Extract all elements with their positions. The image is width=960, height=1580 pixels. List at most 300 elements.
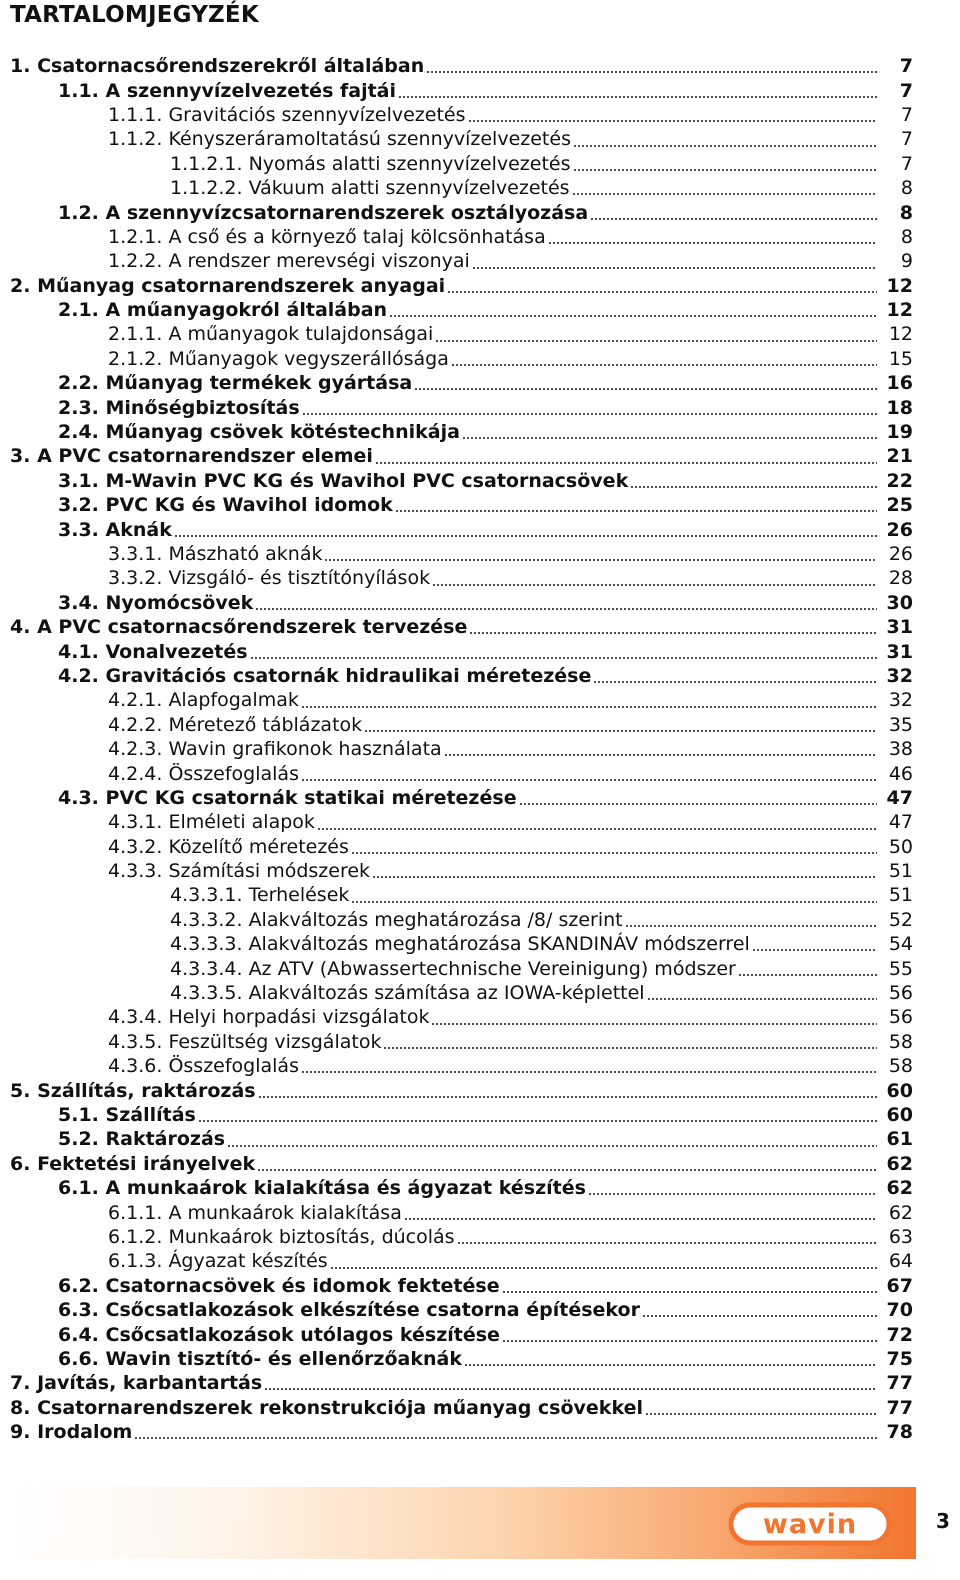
toc-page-number: 22 bbox=[886, 469, 913, 492]
toc-entry-number: 1.2. bbox=[58, 201, 99, 224]
toc-page-number: 32 bbox=[888, 689, 913, 712]
dot-leader bbox=[738, 974, 877, 976]
toc-entry-number: 2.1. bbox=[58, 299, 99, 322]
toc-entry-title: Méretező táblázatok bbox=[168, 713, 363, 736]
toc-entry-title: A cső és a környező talaj kölcsönhatása bbox=[168, 225, 546, 248]
toc-page-number: 25 bbox=[886, 494, 913, 517]
toc-entry-number: 1.2.1. bbox=[108, 225, 163, 248]
toc-entry[interactable] bbox=[108, 1054, 877, 1078]
toc-row bbox=[0, 371, 960, 395]
dot-leader bbox=[351, 901, 877, 903]
toc-entry[interactable] bbox=[108, 1200, 877, 1224]
toc-page-number: 32 bbox=[886, 664, 913, 687]
toc-entry-title: Vizsgáló- és tisztítónyílások bbox=[168, 567, 431, 590]
toc-row bbox=[0, 1225, 960, 1249]
toc-row bbox=[0, 1054, 960, 1078]
dot-leader bbox=[258, 1096, 877, 1098]
toc-page-number: 8 bbox=[900, 225, 913, 248]
toc-entry-title: Összefoglalás bbox=[168, 1055, 299, 1078]
toc-page-number: 56 bbox=[888, 982, 913, 1005]
toc-page-number: 51 bbox=[888, 860, 913, 883]
dot-leader bbox=[257, 1169, 877, 1171]
dot-leader bbox=[457, 1242, 877, 1244]
toc-entry-title: Az ATV (Abwassertechnische Vereinigung) módszer bbox=[248, 957, 736, 980]
toc-entry[interactable] bbox=[108, 810, 877, 834]
toc-entry-number: 6.1.2. bbox=[108, 1225, 163, 1248]
toc-entry-number: 2.4. bbox=[58, 421, 99, 444]
toc-entry-title: Gravitációs csatornák hidraulikai méretezése bbox=[105, 664, 592, 687]
toc-entry-number: 4.3.3.2. bbox=[170, 908, 243, 931]
toc-entry[interactable] bbox=[108, 322, 877, 346]
toc-entry-number: 4.3.3.4. bbox=[170, 957, 243, 980]
toc-entry-number: 5.2. bbox=[58, 1128, 99, 1151]
dot-leader bbox=[383, 1047, 877, 1049]
toc-entry[interactable] bbox=[58, 420, 877, 444]
dot-leader bbox=[351, 852, 877, 854]
toc-entry-number: 4.2.4. bbox=[108, 762, 163, 785]
dot-leader bbox=[301, 779, 877, 781]
toc-entry[interactable] bbox=[108, 347, 877, 371]
toc-entry[interactable] bbox=[108, 761, 877, 785]
dot-leader bbox=[317, 828, 877, 830]
toc-entry[interactable] bbox=[58, 371, 877, 395]
toc-entry-title: Javítás, karbantartás bbox=[37, 1372, 263, 1395]
dot-leader bbox=[625, 925, 877, 927]
toc-entry-number: 1.2.2. bbox=[108, 250, 163, 273]
dot-leader bbox=[630, 486, 877, 488]
toc-page-number: 28 bbox=[888, 567, 913, 590]
toc-page-number: 21 bbox=[886, 445, 913, 468]
toc-entry-title: Alakváltozás számítása az IOWA-képlettel bbox=[248, 982, 645, 1005]
toc-entry-title: Vonalvezetés bbox=[105, 640, 248, 663]
toc-entry-title: Műanyag termékek gyártása bbox=[105, 372, 413, 395]
dot-leader bbox=[302, 413, 877, 415]
toc-entry[interactable] bbox=[58, 786, 877, 810]
toc-page-number: 75 bbox=[886, 1347, 913, 1370]
toc-entry[interactable] bbox=[58, 1322, 877, 1346]
toc-entry-number: 4.3.3.5. bbox=[170, 982, 243, 1005]
toc-page-number: 72 bbox=[886, 1323, 913, 1346]
toc-row bbox=[0, 981, 960, 1005]
toc-row bbox=[0, 1078, 960, 1102]
toc-row bbox=[0, 176, 960, 200]
toc-entry[interactable] bbox=[170, 981, 877, 1005]
toc-entry-title: Műanyagok vegyszerállósága bbox=[168, 347, 449, 370]
toc-entry-number: 3. bbox=[10, 445, 31, 468]
toc-row bbox=[0, 1005, 960, 1029]
toc-entry[interactable] bbox=[58, 298, 877, 322]
toc-entry-title: M-Wavin PVC KG és Wavihol PVC csatornacsövek bbox=[105, 469, 629, 492]
toc-page-number: 12 bbox=[886, 299, 913, 322]
toc-entry-number: 3.3. bbox=[58, 518, 99, 541]
toc-entry-number: 2.1.2. bbox=[108, 347, 163, 370]
toc-entry-title: A munkaárok kialakítása és ágyazat készítés bbox=[105, 1177, 586, 1200]
toc-row bbox=[0, 810, 960, 834]
toc-entry-title: Wavin grafikonok használata bbox=[168, 738, 442, 761]
toc-entry[interactable] bbox=[58, 78, 877, 102]
toc-entry-title: Összefoglalás bbox=[168, 762, 299, 785]
dot-leader bbox=[590, 218, 877, 220]
toc-entry-title: PVC KG csatornák statikai méretezése bbox=[105, 786, 517, 809]
toc-entry-title: Csőcsatlakozások elkészítése csatorna építésekor bbox=[105, 1299, 640, 1322]
toc-page-number: 58 bbox=[888, 1055, 913, 1078]
toc-page-number: 62 bbox=[886, 1177, 913, 1200]
toc-page-number: 12 bbox=[888, 323, 913, 346]
toc-page-number: 62 bbox=[886, 1152, 913, 1175]
toc-entry-number: 5. bbox=[10, 1079, 31, 1102]
toc-entry-title: Elméleti alapok bbox=[168, 811, 315, 834]
toc-entry-number: 4.2.1. bbox=[108, 689, 163, 712]
toc-entry[interactable] bbox=[10, 1420, 877, 1444]
dot-leader bbox=[174, 535, 877, 537]
toc-entry[interactable] bbox=[108, 566, 877, 590]
toc-entry-number: 9. bbox=[10, 1421, 31, 1444]
toc-entry-title: Ágyazat készítés bbox=[168, 1250, 328, 1273]
toc-row bbox=[0, 152, 960, 176]
toc-page-number: 55 bbox=[888, 957, 913, 980]
page-title: TARTALOMJEGYZÉK bbox=[10, 2, 259, 28]
toc-entry[interactable] bbox=[10, 444, 877, 468]
toc-entry[interactable] bbox=[58, 639, 877, 663]
toc-row bbox=[0, 127, 960, 151]
toc-row bbox=[0, 639, 960, 663]
dot-leader bbox=[444, 754, 877, 756]
dot-leader bbox=[301, 706, 877, 708]
dot-leader bbox=[432, 584, 877, 586]
toc-page-number: 52 bbox=[888, 908, 913, 931]
toc-row bbox=[0, 1395, 960, 1419]
toc-entry[interactable] bbox=[108, 127, 877, 151]
toc-entry[interactable] bbox=[108, 737, 877, 761]
toc-entry[interactable] bbox=[170, 152, 877, 176]
dot-leader bbox=[464, 1364, 877, 1366]
toc-row bbox=[0, 444, 960, 468]
toc-entry[interactable] bbox=[58, 1347, 877, 1371]
toc-row bbox=[0, 1322, 960, 1346]
toc-entry[interactable] bbox=[58, 200, 877, 224]
toc-entry-title: Munkaárok biztosítás, dúcolás bbox=[168, 1225, 455, 1248]
dot-leader bbox=[572, 193, 877, 195]
dot-leader bbox=[250, 657, 877, 659]
toc-row bbox=[0, 493, 960, 517]
toc-row bbox=[0, 225, 960, 249]
toc-entry-title: Raktározás bbox=[105, 1128, 226, 1151]
toc-row bbox=[0, 347, 960, 371]
dot-leader bbox=[435, 340, 877, 342]
toc-entry[interactable] bbox=[170, 883, 877, 907]
dot-leader bbox=[414, 388, 877, 390]
toc-page-number: 7 bbox=[900, 152, 913, 175]
dot-leader bbox=[431, 1023, 877, 1025]
toc-entry-title: Terhelések bbox=[248, 884, 350, 907]
toc-row bbox=[0, 1200, 960, 1224]
toc-entry-number: 4.3.3. bbox=[108, 860, 163, 883]
toc-entry[interactable] bbox=[170, 908, 877, 932]
toc-row bbox=[0, 932, 960, 956]
toc-page-number: 61 bbox=[886, 1128, 913, 1151]
toc-entry-number: 6.1.3. bbox=[108, 1250, 163, 1273]
dot-leader bbox=[642, 1315, 877, 1317]
toc-row bbox=[0, 956, 960, 980]
dot-leader bbox=[593, 681, 877, 683]
toc-entry[interactable] bbox=[170, 956, 877, 980]
dot-leader bbox=[375, 462, 877, 464]
dot-leader bbox=[426, 71, 877, 73]
toc-entry-title: Közelítő méretezés bbox=[168, 835, 349, 858]
toc-entry-number: 2.3. bbox=[58, 396, 99, 419]
dot-leader bbox=[645, 1413, 877, 1415]
toc-entry-title: Számítási módszerek bbox=[168, 860, 371, 883]
toc-entry-number: 4.3.3.1. bbox=[170, 884, 243, 907]
toc-entry-title: Nyomás alatti szennyvízelvezetés bbox=[248, 152, 571, 175]
toc-page-number: 12 bbox=[886, 274, 913, 297]
toc-row bbox=[0, 1127, 960, 1151]
toc-entry[interactable] bbox=[58, 1127, 877, 1151]
toc-row bbox=[0, 1103, 960, 1127]
toc-entry-number: 6.4. bbox=[58, 1323, 99, 1346]
toc-page-number: 30 bbox=[886, 591, 913, 614]
toc-page-number: 31 bbox=[886, 616, 913, 639]
toc-page-number: 77 bbox=[886, 1396, 913, 1419]
dot-leader bbox=[398, 96, 877, 98]
toc-row bbox=[0, 688, 960, 712]
toc-entry-number: 1.1.2. bbox=[108, 128, 163, 151]
toc-entry-number: 6.1. bbox=[58, 1177, 99, 1200]
toc-page-number: 7 bbox=[900, 128, 913, 151]
dot-leader bbox=[301, 1071, 877, 1073]
toc-entry-title: A munkaárok kialakítása bbox=[168, 1201, 402, 1224]
toc-entry-title: Feszültség vizsgálatok bbox=[168, 1030, 382, 1053]
toc-entry[interactable] bbox=[10, 54, 877, 78]
toc-entry-number: 6.2. bbox=[58, 1274, 99, 1297]
toc-entry-number: 4.3.3.3. bbox=[170, 933, 243, 956]
toc-page-number: 77 bbox=[886, 1372, 913, 1395]
dot-leader bbox=[255, 608, 877, 610]
dot-leader bbox=[447, 291, 877, 293]
toc-entry[interactable] bbox=[10, 274, 877, 298]
toc-entry-title: Műanyag csatornarendszerek anyagai bbox=[37, 274, 446, 297]
dot-leader bbox=[364, 730, 877, 732]
toc-page-number: 58 bbox=[888, 1030, 913, 1053]
table-of-contents bbox=[0, 54, 960, 1444]
toc-row bbox=[0, 274, 960, 298]
toc-row bbox=[0, 761, 960, 785]
toc-row bbox=[0, 591, 960, 615]
toc-page-number: 64 bbox=[888, 1250, 913, 1273]
dot-leader bbox=[134, 1437, 877, 1439]
toc-entry-number: 3.1. bbox=[58, 469, 99, 492]
toc-row bbox=[0, 395, 960, 419]
toc-page-number: 16 bbox=[886, 372, 913, 395]
toc-page-number: 51 bbox=[888, 884, 913, 907]
toc-entry-title: Csatornacsövek és idomok fektetése bbox=[105, 1274, 500, 1297]
toc-entry-title: Helyi horpadási vizsgálatok bbox=[168, 1006, 430, 1029]
toc-entry-number: 1. bbox=[10, 55, 31, 78]
toc-entry[interactable] bbox=[58, 591, 877, 615]
toc-row bbox=[0, 1371, 960, 1395]
toc-entry-number: 4.3.4. bbox=[108, 1006, 163, 1029]
toc-entry[interactable] bbox=[108, 835, 877, 859]
toc-row bbox=[0, 664, 960, 688]
toc-entry[interactable] bbox=[10, 1152, 877, 1176]
toc-row bbox=[0, 908, 960, 932]
dot-leader bbox=[647, 998, 877, 1000]
toc-row bbox=[0, 420, 960, 444]
toc-row bbox=[0, 883, 960, 907]
toc-entry[interactable] bbox=[58, 469, 877, 493]
dot-leader bbox=[372, 876, 877, 878]
toc-entry-number: 4. bbox=[10, 616, 31, 639]
wavin-logo bbox=[728, 1502, 892, 1546]
toc-entry-number: 2.2. bbox=[58, 372, 99, 395]
toc-entry-number: 6.3. bbox=[58, 1299, 99, 1322]
toc-entry-number: 4.3. bbox=[58, 786, 99, 809]
toc-entry[interactable] bbox=[58, 1176, 877, 1200]
toc-entry[interactable] bbox=[108, 249, 877, 273]
toc-entry[interactable] bbox=[108, 713, 877, 737]
toc-row bbox=[0, 1347, 960, 1371]
toc-row bbox=[0, 1249, 960, 1273]
toc-entry-title: Fektetési irányelvek bbox=[37, 1152, 256, 1175]
toc-entry[interactable] bbox=[58, 493, 877, 517]
toc-row bbox=[0, 835, 960, 859]
toc-page-number: 7 bbox=[899, 79, 913, 102]
toc-row bbox=[0, 1298, 960, 1322]
toc-page-number: 18 bbox=[886, 396, 913, 419]
toc-row bbox=[0, 1030, 960, 1054]
toc-entry[interactable] bbox=[108, 859, 877, 883]
toc-entry-number: 2.1.1. bbox=[108, 323, 163, 346]
dot-leader bbox=[573, 169, 877, 171]
toc-entry[interactable] bbox=[108, 1030, 877, 1054]
toc-entry[interactable] bbox=[10, 1078, 877, 1102]
toc-entry-number: 4.3.6. bbox=[108, 1055, 163, 1078]
toc-page-number: 47 bbox=[888, 811, 913, 834]
toc-entry[interactable] bbox=[10, 1371, 877, 1395]
toc-entry[interactable] bbox=[108, 103, 877, 127]
toc-entry-number: 3.3.1. bbox=[108, 543, 163, 565]
toc-entry[interactable] bbox=[108, 225, 877, 249]
toc-entry[interactable] bbox=[108, 1249, 877, 1273]
toc-page-number: 15 bbox=[888, 347, 913, 370]
toc-entry-number: 1.1.1. bbox=[108, 103, 163, 126]
toc-entry-title: Kényszeráramoltatású szennyvízelvezetés bbox=[168, 128, 571, 151]
dot-leader bbox=[519, 803, 877, 805]
toc-entry-number: 6.1.1. bbox=[108, 1201, 163, 1224]
dot-leader bbox=[264, 1388, 877, 1390]
toc-entry-title: Szállítás, raktározás bbox=[37, 1079, 256, 1102]
toc-entry[interactable] bbox=[58, 1103, 877, 1127]
toc-entry-title: Csőcsatlakozások utólagos készítése bbox=[105, 1323, 500, 1346]
dot-leader bbox=[395, 510, 877, 512]
toc-entry-title: Nyomócsövek bbox=[105, 591, 254, 614]
toc-page-number: 67 bbox=[886, 1274, 913, 1297]
toc-entry-number: 8. bbox=[10, 1396, 31, 1419]
toc-row bbox=[0, 517, 960, 541]
toc-row bbox=[0, 469, 960, 493]
toc-entry-title: Alakváltozás meghatározása /8/ szerint bbox=[248, 908, 623, 931]
toc-entry-number: 4.3.5. bbox=[108, 1030, 163, 1053]
toc-page-number: 7 bbox=[900, 103, 913, 126]
toc-page-number: 19 bbox=[886, 421, 913, 444]
toc-page-number: 8 bbox=[899, 201, 913, 224]
toc-row bbox=[0, 615, 960, 639]
toc-entry[interactable] bbox=[170, 932, 877, 956]
toc-page-number: 70 bbox=[886, 1299, 913, 1322]
toc-row bbox=[0, 1420, 960, 1444]
toc-entry-title: Gravitációs szennyvízelvezetés bbox=[168, 103, 466, 126]
dot-leader bbox=[462, 437, 877, 439]
toc-page-number: 54 bbox=[888, 933, 913, 956]
toc-entry[interactable] bbox=[108, 1005, 877, 1029]
dot-leader bbox=[227, 1145, 877, 1147]
toc-entry-title: A szennyvízelvezetés fajtái bbox=[105, 79, 397, 102]
toc-entry[interactable] bbox=[58, 664, 877, 688]
toc-page-number: 8 bbox=[900, 177, 913, 200]
toc-entry-number: 4.2. bbox=[58, 664, 99, 687]
toc-row bbox=[0, 542, 960, 566]
dot-leader bbox=[469, 632, 877, 634]
toc-entry-title: A műanyagokról általában bbox=[105, 299, 388, 322]
toc-entry-title: Irodalom bbox=[37, 1421, 133, 1444]
toc-entry[interactable] bbox=[58, 1274, 877, 1298]
toc-page-number: 26 bbox=[886, 518, 913, 541]
toc-entry[interactable] bbox=[58, 1298, 877, 1322]
toc-entry[interactable] bbox=[170, 176, 877, 200]
dot-leader bbox=[472, 267, 877, 269]
dot-leader bbox=[324, 559, 877, 561]
toc-entry-title: Csatornacsőrendszerekről általában bbox=[37, 55, 425, 78]
toc-entry-number: 3.4. bbox=[58, 591, 99, 614]
toc-row bbox=[0, 249, 960, 273]
toc-entry[interactable] bbox=[10, 615, 877, 639]
toc-entry-title: Mászható aknák bbox=[168, 543, 323, 565]
toc-entry-number: 1.1.2.1. bbox=[170, 152, 243, 175]
dot-leader bbox=[502, 1340, 877, 1342]
dot-leader bbox=[588, 1193, 877, 1195]
page-number: 3 bbox=[936, 1509, 950, 1533]
toc-page-number: 63 bbox=[888, 1225, 913, 1248]
toc-entry-number: 5.1. bbox=[58, 1103, 99, 1126]
dot-leader bbox=[573, 145, 877, 147]
toc-entry-number: 4.1. bbox=[58, 640, 99, 663]
toc-entry[interactable] bbox=[108, 1225, 877, 1249]
toc-row bbox=[0, 54, 960, 78]
dot-leader bbox=[548, 242, 877, 244]
toc-entry-title: Műanyag csövek kötéstechnikája bbox=[105, 421, 460, 444]
toc-entry-title: Aknák bbox=[105, 518, 172, 541]
toc-row bbox=[0, 786, 960, 810]
toc-page-number: 47 bbox=[886, 786, 913, 809]
dot-leader bbox=[389, 315, 877, 317]
dot-leader bbox=[502, 1291, 877, 1293]
toc-entry[interactable] bbox=[108, 542, 877, 566]
dot-leader bbox=[451, 364, 877, 366]
toc-entry-number: 7. bbox=[10, 1372, 31, 1395]
toc-entry[interactable] bbox=[10, 1395, 877, 1419]
toc-entry-title: Alakváltozás meghatározása SKANDINÁV módszerrel bbox=[248, 933, 750, 956]
toc-row bbox=[0, 103, 960, 127]
toc-entry[interactable] bbox=[108, 688, 877, 712]
toc-entry-number: 1.1.2.2. bbox=[170, 177, 243, 200]
toc-page-number: 56 bbox=[888, 1006, 913, 1029]
toc-entry-title: Csatornarendszerek rekonstrukciója műanyag csövekkel bbox=[37, 1396, 643, 1419]
toc-entry[interactable] bbox=[58, 395, 877, 419]
toc-page-number: 60 bbox=[886, 1079, 913, 1102]
toc-entry-title: A PVC csatornarendszer elemei bbox=[37, 445, 373, 468]
toc-page-number: 50 bbox=[888, 835, 913, 858]
toc-entry[interactable] bbox=[58, 517, 877, 541]
